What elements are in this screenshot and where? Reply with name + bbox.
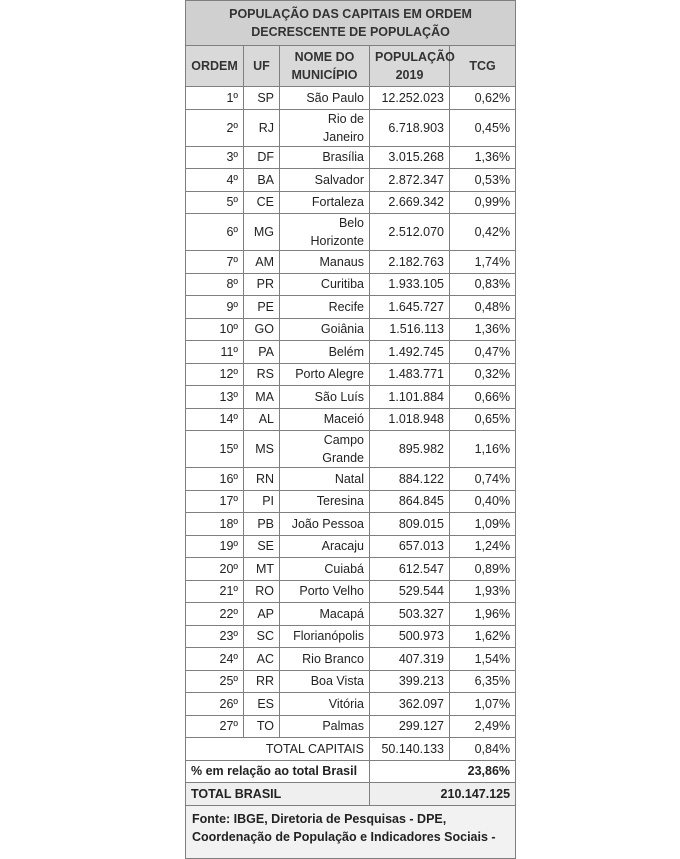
percent-brasil-value: 23,86% xyxy=(370,760,516,783)
cell-uf: DF xyxy=(244,146,280,169)
total-capitais-row xyxy=(186,738,516,761)
cell-tcg: 1,07% xyxy=(450,693,516,716)
cell-municipio: Recife xyxy=(280,296,370,319)
cell-tcg: 0,99% xyxy=(450,191,516,214)
cell-ordem: 7º xyxy=(186,251,244,274)
cell-tcg: 0,45% xyxy=(450,109,516,146)
cell-populacao: 529.544 xyxy=(370,580,450,603)
cell-ordem: 11º xyxy=(186,341,244,364)
table-row xyxy=(186,386,516,409)
cell-uf: AC xyxy=(244,648,280,671)
cell-populacao: 500.973 xyxy=(370,625,450,648)
cell-municipio: Rio de Janeiro xyxy=(280,109,370,146)
cell-tcg: 0,32% xyxy=(450,363,516,386)
cell-ordem: 10º xyxy=(186,318,244,341)
cell-ordem: 13º xyxy=(186,386,244,409)
cell-municipio: Teresina xyxy=(280,490,370,513)
cell-ordem: 2º xyxy=(186,109,244,146)
total-capitais-tcg: 0,84% xyxy=(450,738,516,761)
total-brasil-label: TOTAL BRASIL xyxy=(186,783,370,806)
cell-ordem: 4º xyxy=(186,169,244,192)
cell-ordem: 6º xyxy=(186,214,244,251)
cell-populacao: 1.018.948 xyxy=(370,408,450,431)
cell-municipio: Natal xyxy=(280,468,370,491)
cell-tcg: 0,47% xyxy=(450,341,516,364)
cell-municipio: Cuiabá xyxy=(280,558,370,581)
cell-populacao: 1.101.884 xyxy=(370,386,450,409)
cell-municipio: Goiânia xyxy=(280,318,370,341)
cell-populacao: 884.122 xyxy=(370,468,450,491)
cell-tcg: 0,42% xyxy=(450,214,516,251)
cell-tcg: 0,62% xyxy=(450,87,516,110)
cell-populacao: 1.492.745 xyxy=(370,341,450,364)
cell-municipio: Curitiba xyxy=(280,273,370,296)
cell-tcg: 2,49% xyxy=(450,715,516,738)
table-row xyxy=(186,251,516,274)
cell-ordem: 19º xyxy=(186,535,244,558)
cell-tcg: 1,74% xyxy=(450,251,516,274)
cell-populacao: 3.015.268 xyxy=(370,146,450,169)
cell-ordem: 25º xyxy=(186,670,244,693)
cell-ordem: 5º xyxy=(186,191,244,214)
cell-municipio: São Luís xyxy=(280,386,370,409)
cell-municipio: Brasília xyxy=(280,146,370,169)
cell-tcg: 1,24% xyxy=(450,535,516,558)
cell-uf: PR xyxy=(244,273,280,296)
cell-uf: SC xyxy=(244,625,280,648)
cell-tcg: 0,66% xyxy=(450,386,516,409)
cell-ordem: 18º xyxy=(186,513,244,536)
cell-populacao: 864.845 xyxy=(370,490,450,513)
cell-uf: CE xyxy=(244,191,280,214)
cell-uf: RJ xyxy=(244,109,280,146)
cell-municipio: Fortaleza xyxy=(280,191,370,214)
cell-uf: SE xyxy=(244,535,280,558)
cell-uf: BA xyxy=(244,169,280,192)
cell-ordem: 9º xyxy=(186,296,244,319)
cell-tcg: 1,93% xyxy=(450,580,516,603)
source-line-1: Fonte: IBGE, Diretoria de Pesquisas - DPE, xyxy=(192,811,447,826)
cell-uf: PE xyxy=(244,296,280,319)
table-row xyxy=(186,715,516,738)
cell-ordem: 3º xyxy=(186,146,244,169)
cell-tcg: 0,53% xyxy=(450,169,516,192)
cell-populacao: 1.516.113 xyxy=(370,318,450,341)
table-row xyxy=(186,191,516,214)
table-row xyxy=(186,558,516,581)
cell-populacao: 1.645.727 xyxy=(370,296,450,319)
cell-uf: MA xyxy=(244,386,280,409)
header-row xyxy=(186,46,516,87)
cell-uf: MS xyxy=(244,431,280,468)
cell-ordem: 1º xyxy=(186,87,244,110)
total-capitais-label: TOTAL CAPITAIS xyxy=(186,738,370,761)
cell-tcg: 1,36% xyxy=(450,318,516,341)
cell-municipio: Manaus xyxy=(280,251,370,274)
table-row xyxy=(186,87,516,110)
cell-municipio: Boa Vista xyxy=(280,670,370,693)
cell-tcg: 1,16% xyxy=(450,431,516,468)
percent-brasil-row xyxy=(186,760,516,783)
table-row xyxy=(186,625,516,648)
population-table xyxy=(185,0,516,859)
cell-municipio: Florianópolis xyxy=(280,625,370,648)
cell-uf: AP xyxy=(244,603,280,626)
cell-populacao: 2.182.763 xyxy=(370,251,450,274)
cell-tcg: 1,96% xyxy=(450,603,516,626)
header-municipio: NOME DO MUNICÍPIO xyxy=(280,46,370,87)
cell-municipio: Porto Velho xyxy=(280,580,370,603)
cell-uf: PA xyxy=(244,341,280,364)
cell-populacao: 399.213 xyxy=(370,670,450,693)
cell-ordem: 14º xyxy=(186,408,244,431)
cell-populacao: 407.319 xyxy=(370,648,450,671)
table-row xyxy=(186,535,516,558)
cell-tcg: 0,89% xyxy=(450,558,516,581)
cell-tcg: 0,65% xyxy=(450,408,516,431)
cell-uf: AL xyxy=(244,408,280,431)
cell-municipio: Rio Branco xyxy=(280,648,370,671)
total-capitais-populacao: 50.140.133 xyxy=(370,738,450,761)
cell-uf: AM xyxy=(244,251,280,274)
table-row xyxy=(186,468,516,491)
table-row xyxy=(186,296,516,319)
cell-populacao: 809.015 xyxy=(370,513,450,536)
table-row xyxy=(186,513,516,536)
cell-tcg: 0,74% xyxy=(450,468,516,491)
source-line-2: Coordenação de População e Indicadores Sociais - xyxy=(192,829,496,844)
cell-uf: RO xyxy=(244,580,280,603)
cell-municipio: Aracaju xyxy=(280,535,370,558)
cell-populacao: 12.252.023 xyxy=(370,87,450,110)
total-brasil-value: 210.147.125 xyxy=(370,783,516,806)
cell-municipio: Maceió xyxy=(280,408,370,431)
cell-municipio: João Pessoa xyxy=(280,513,370,536)
cell-municipio: Vitória xyxy=(280,693,370,716)
table-title: POPULAÇÃO DAS CAPITAIS EM ORDEM DECRESCENTE DE POPULAÇÃO xyxy=(186,1,516,46)
cell-ordem: 23º xyxy=(186,625,244,648)
table-row xyxy=(186,169,516,192)
cell-populacao: 362.097 xyxy=(370,693,450,716)
cell-tcg: 0,48% xyxy=(450,296,516,319)
table-row xyxy=(186,214,516,251)
cell-populacao: 657.013 xyxy=(370,535,450,558)
cell-ordem: 15º xyxy=(186,431,244,468)
cell-uf: PI xyxy=(244,490,280,513)
cell-tcg: 6,35% xyxy=(450,670,516,693)
cell-tcg: 0,40% xyxy=(450,490,516,513)
cell-uf: TO xyxy=(244,715,280,738)
table-row xyxy=(186,670,516,693)
header-ordem: ORDEM xyxy=(186,46,244,87)
total-brasil-row xyxy=(186,783,516,806)
cell-uf: ES xyxy=(244,693,280,716)
cell-uf: MT xyxy=(244,558,280,581)
cell-tcg: 1,62% xyxy=(450,625,516,648)
table-row xyxy=(186,109,516,146)
cell-municipio: Belém xyxy=(280,341,370,364)
cell-populacao: 895.982 xyxy=(370,431,450,468)
cell-tcg: 0,83% xyxy=(450,273,516,296)
header-populacao: POPULAÇÃO 2019 xyxy=(370,46,450,87)
table-row xyxy=(186,146,516,169)
cell-ordem: 12º xyxy=(186,363,244,386)
cell-populacao: 612.547 xyxy=(370,558,450,581)
cell-uf: RN xyxy=(244,468,280,491)
cell-municipio: Salvador xyxy=(280,169,370,192)
cell-ordem: 8º xyxy=(186,273,244,296)
table-row xyxy=(186,693,516,716)
cell-uf: SP xyxy=(244,87,280,110)
cell-populacao: 2.512.070 xyxy=(370,214,450,251)
cell-uf: RS xyxy=(244,363,280,386)
table-row xyxy=(186,648,516,671)
table-row xyxy=(186,580,516,603)
cell-tcg: 1,54% xyxy=(450,648,516,671)
cell-populacao: 503.327 xyxy=(370,603,450,626)
cell-uf: PB xyxy=(244,513,280,536)
cell-populacao: 1.483.771 xyxy=(370,363,450,386)
table-row xyxy=(186,603,516,626)
table-row xyxy=(186,341,516,364)
cell-uf: RR xyxy=(244,670,280,693)
cell-municipio: Belo Horizonte xyxy=(280,214,370,251)
cell-populacao: 2.872.347 xyxy=(370,169,450,192)
cell-populacao: 299.127 xyxy=(370,715,450,738)
table-row xyxy=(186,431,516,468)
cell-uf: GO xyxy=(244,318,280,341)
table-row xyxy=(186,363,516,386)
cell-populacao: 2.669.342 xyxy=(370,191,450,214)
percent-brasil-label: % em relação ao total Brasil xyxy=(186,760,370,783)
cell-municipio: Porto Alegre xyxy=(280,363,370,386)
cell-ordem: 20º xyxy=(186,558,244,581)
cell-ordem: 16º xyxy=(186,468,244,491)
cell-municipio: Macapá xyxy=(280,603,370,626)
table-row xyxy=(186,318,516,341)
cell-ordem: 26º xyxy=(186,693,244,716)
cell-ordem: 17º xyxy=(186,490,244,513)
cell-municipio: Palmas xyxy=(280,715,370,738)
cell-tcg: 1,09% xyxy=(450,513,516,536)
cell-municipio: São Paulo xyxy=(280,87,370,110)
cell-populacao: 6.718.903 xyxy=(370,109,450,146)
cell-ordem: 24º xyxy=(186,648,244,671)
table-row xyxy=(186,490,516,513)
cell-uf: MG xyxy=(244,214,280,251)
cell-populacao: 1.933.105 xyxy=(370,273,450,296)
cell-tcg: 1,36% xyxy=(450,146,516,169)
header-tcg: TCG xyxy=(450,46,516,87)
header-uf: UF xyxy=(244,46,280,87)
cell-municipio: Campo Grande xyxy=(280,431,370,468)
cell-ordem: 21º xyxy=(186,580,244,603)
cell-ordem: 22º xyxy=(186,603,244,626)
table-row xyxy=(186,408,516,431)
cell-ordem: 27º xyxy=(186,715,244,738)
table-row xyxy=(186,273,516,296)
